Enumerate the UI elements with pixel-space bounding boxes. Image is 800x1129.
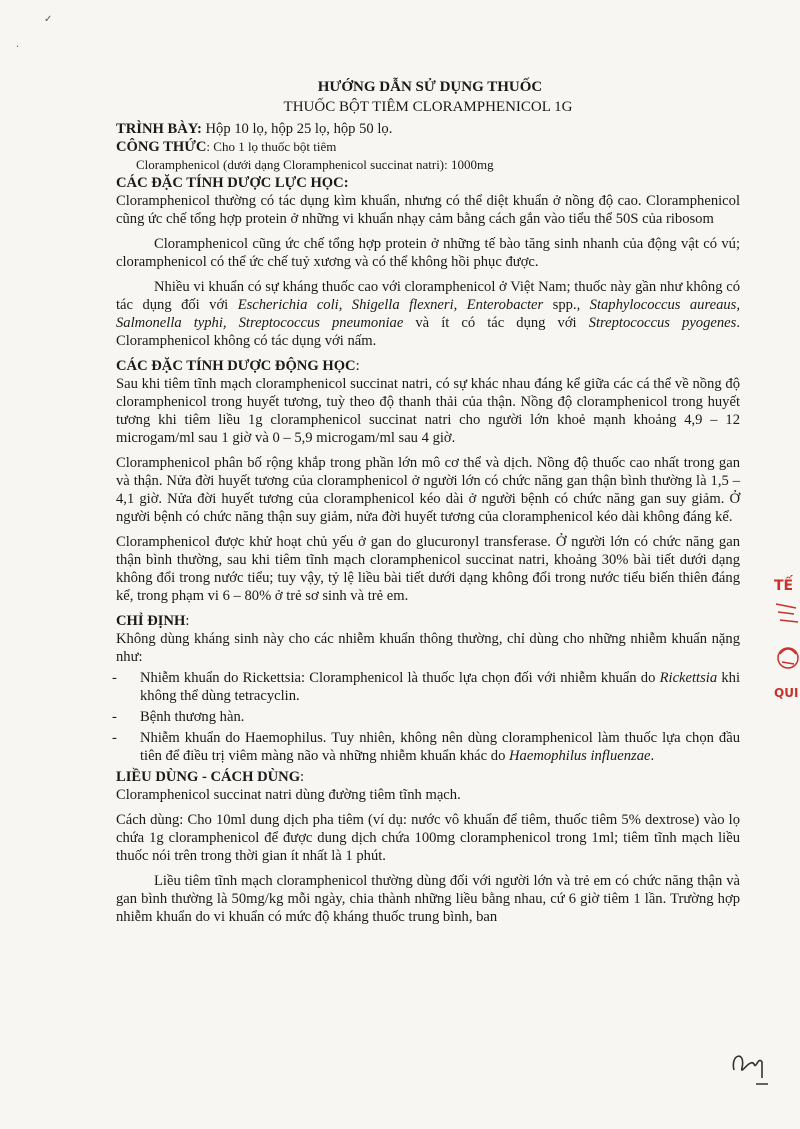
- duoc-luc-hoc-p2: Cloramphenicol cũng ức chế tổng hợp protein ở những tế bào tăng sinh nhanh của động vật có vú; cloramphenicol có thể ức chế tuỷ xương và có thể không hồi phục được.: [116, 236, 740, 270]
- text-run: Nhiễm khuẩn do Rickettsia: Cloramphenicol là thuốc lựa chọn đối với nhiễm khuẩn do: [140, 670, 660, 686]
- species-names: Staphylococcus aureaus, Salmonella typhi, Streptococcus pneumoniae: [116, 297, 741, 331]
- duoc-dong-hoc-p2: Cloramphenicol phân bố rộng khắp trong phần lớn mô cơ thể và dịch. Nồng độ thuốc cao nhất trong gan và thận. Nửa đời huyết tương của cloramphenicol ở người lớn có chức năng gan thận bình thường là 1,5 – 4,1 giờ. Nửa đời huyết tương của cloramphenicol kéo dài ở người bệnh có chức năng gan suy giảm. Ở người bệnh có chức năng thận suy giảm, nửa đời huyết tương của cloramphenicol kéo dài không đáng kể.: [116, 455, 740, 525]
- text-run: .: [650, 748, 655, 764]
- cong-thuc-label: CÔNG THỨC: [116, 139, 207, 155]
- cong-thuc-text: : Cho 1 lọ thuốc bột tiêm: [206, 139, 337, 154]
- heading-text: LIỀU DÙNG - CÁCH DÙNG: [116, 769, 301, 785]
- document-body: [116, 78, 740, 933]
- checkmark-icon: ✓: [44, 14, 53, 25]
- text-run: và ít có tác dụng với: [403, 315, 589, 331]
- heading-text: CHỈ ĐỊNH: [116, 613, 186, 629]
- heading-lieu-dung: [116, 768, 740, 786]
- document-title: HƯỚNG DẪN SỬ DỤNG THUỐC: [317, 79, 543, 95]
- heading-duoc-dong-hoc: [116, 357, 740, 375]
- lieu-dung-p1: Cloramphenicol succinat natri dùng đường tiêm tĩnh mạch.: [116, 787, 461, 803]
- text-run: spp.,: [543, 297, 590, 313]
- species-names: Escherichia coli, Shigella flexneri, Enterobacter: [237, 297, 544, 313]
- text-run: Nhiều vi khuẩn có sự kháng thuốc cao với cloramphenicol ở Việt Nam; thuốc này gần như không có tác dụng đối với: [116, 279, 740, 313]
- text-run: Nhiễm khuẩn do Haemophilus. Tuy nhiên, không nên dùng cloramphenicol làm thuốc lựa chọn đầu tiên để điều trị viêm màng não và những nhiễm khuẩn khác do: [140, 730, 740, 764]
- text-run: khi không thể dùng tetracyclin.: [140, 670, 740, 704]
- duoc-luc-hoc-p3: [116, 278, 740, 350]
- lieu-dung-p3: Liều tiêm tĩnh mạch cloramphenicol thường dùng đối với người lớn và trẻ em có chức năng thận và gan bình thường là 50mg/kg mỗi ngày, chia thành những liều bằng nhau, cứ 6 giờ tiêm 1 lần. Trường hợp nhiễm khuẩn do vi khuẩn có mức độ kháng thuốc trung bình, ban: [116, 873, 740, 925]
- document-subtitle: THUỐC BỘT TIÊM CLORAMPHENICOL 1G: [283, 99, 573, 115]
- stamp-top-text: TẾ: [774, 578, 794, 594]
- heading-colon: :: [300, 769, 305, 785]
- heading-colon: :: [355, 358, 360, 374]
- trinh-bay-text: Hộp 10 lọ, hộp 25 lọ, hộp 50 lọ.: [201, 121, 393, 137]
- duoc-luc-hoc-p1: Cloramphenicol thường có tác dụng kìm khuẩn, nhưng có thể diệt khuẩn ở nồng độ cao. Cloramphenicol cũng ức chế tổng hợp protein ở những vi khuẩn nhạy cảm bằng cách gắn vào tiểu thể 50S của ribosom: [116, 193, 740, 227]
- duoc-dong-hoc-p1: Sau khi tiêm tĩnh mạch cloramphenicol succinat natri, có sự khác nhau đáng kể giữa các cá thể về nồng độ cloramphenicol trong huyết tương, tuỳ theo độ thanh thải của thận. Nồng độ cloramphenicol trong huyết tương khi tiêm liều 1g cloramphenicol succinat natri cho người lớn khoẻ mạnh khoảng 4,9 – 12 microgam/ml sau 1 giờ và 0 – 5,9 microgam/ml sau 4 giờ.: [116, 376, 740, 446]
- heading-duoc-luc-hoc: CÁC ĐẶC TÍNH DƯỢC LỰC HỌC:: [116, 175, 349, 191]
- list-item: [116, 669, 740, 705]
- indication-list: [116, 669, 740, 765]
- handwritten-initials: [728, 1040, 778, 1090]
- scan-speck: ·: [16, 42, 20, 53]
- duoc-dong-hoc-p3: Cloramphenicol được khử hoạt chủ yếu ở gan do glucuronyl transferase. Ở người lớn có chức năng gan thận bình thường, sau khi tiêm tĩnh mạch cloramphenicol succinat natri, khoảng 30% bài tiết dưới dạng không đổi trong nước tiểu; tuy vậy, tỷ lệ liều bài tiết dưới dạng không đổi trong nước tiểu biến thiên đáng kể, trong phạm vi 6 – 80% ở trẻ sơ sinh và trẻ em.: [116, 534, 740, 604]
- list-item: [116, 729, 740, 765]
- ingredient-line: Cloramphenicol (dưới dạng Cloramphenicol succinat natri): 1000mg: [136, 157, 494, 172]
- species-names: Haemophilus influenzae: [509, 748, 651, 764]
- section-cong-thuc: [116, 138, 740, 156]
- text-run: . Cloramphenicol không có tác dụng với nấm.: [116, 315, 740, 349]
- trinh-bay-label: TRÌNH BÀY:: [116, 121, 202, 137]
- list-item: - Bệnh thương hàn.: [116, 708, 740, 726]
- stamp-bottom-text: QUI: [774, 686, 799, 700]
- species-names: Streptococcus pyogenes: [588, 315, 737, 331]
- heading-text: CÁC ĐẶC TÍNH DƯỢC ĐỘNG HỌC: [116, 358, 356, 374]
- section-trinh-bay: [116, 120, 740, 138]
- chi-dinh-intro: Không dùng kháng sinh này cho các nhiễm khuẩn thông thường, chỉ dùng cho những nhiễm khuẩn nặng như:: [116, 631, 740, 665]
- heading-chi-dinh: [116, 612, 740, 630]
- lieu-dung-p2: Cách dùng: Cho 10ml dung dịch pha tiêm (ví dụ: nước vô khuẩn để tiêm, thuốc tiêm 5% dextrose) vào lọ chứa 1g cloramphenicol để được dung dịch chứa 100mg cloramphenicol trong 1ml; tiêm tĩnh mạch liều thuốc nói trên trong thời gian ít nhất là 1 phút.: [116, 812, 740, 864]
- stamp-emblem-icon: [772, 600, 800, 690]
- heading-colon: :: [185, 613, 190, 629]
- species-names: Rickettsia: [659, 670, 718, 686]
